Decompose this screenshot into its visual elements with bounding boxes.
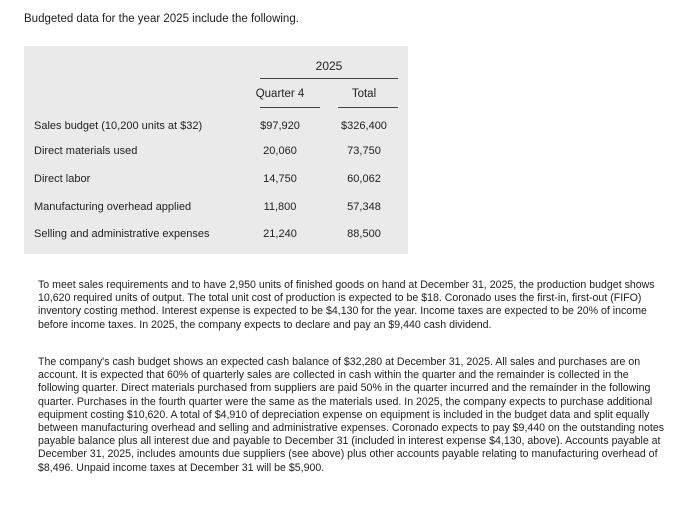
paragraph-line: before income taxes. In 2025, the company expects to declare and pay an $9,440 cash dividend.	[38, 318, 492, 331]
table-row-sales	[24, 120, 408, 138]
column-header-total: Total	[351, 88, 377, 100]
year-header: 2025	[315, 59, 343, 73]
paragraph-production	[38, 279, 686, 332]
row-label: Selling and administrative expenses	[34, 228, 210, 240]
paragraph-line: following quarter. Direct materials purchased from suppliers are paid 50% in the quarter incurred and the remainder in the following	[38, 382, 651, 395]
paragraph-line: 10,620 required units of output. The total unit cost of production is expected to be $18. Coronado uses the first-in, first-out (FIFO)	[38, 292, 642, 305]
row-label: Manufacturing overhead applied	[34, 201, 192, 213]
paragraph-line: between manufacturing overhead and selling and administrative expenses. Coronado expects to pay $9,440 on the outstanding notes	[38, 422, 665, 435]
column-header-quarter-4: Quarter 4	[255, 88, 305, 100]
row-total-value: 60,062	[347, 173, 381, 185]
paragraph-line: quarter. Purchases in the fourth quarter were the same as the materials used. In 2025, the company expects to purchase additional	[38, 395, 653, 408]
intro-text: Budgeted data for the year 2025 include the following.	[24, 13, 299, 25]
paragraph-cash-budget	[38, 356, 690, 475]
paragraph-line: The company's cash budget shows an expected cash balance of $32,280 at December 31, 2025. All sales and purchases are on	[38, 356, 641, 368]
paragraph-line: December 31, 2025, includes amounts due suppliers (see above) plus other accounts payable relating to manufacturing overhead of	[38, 448, 658, 461]
row-total-value: 73,750	[347, 145, 381, 157]
row-total-value: 57,348	[347, 201, 381, 213]
row-total-value: $326,400	[341, 120, 387, 132]
header-rule-total	[338, 107, 398, 108]
row-label: Direct materials used	[34, 145, 138, 157]
row-total-value: 88,500	[347, 228, 381, 240]
row-label: Sales budget (10,200 units at $32)	[34, 120, 203, 132]
paragraph-line: inventory costing method. Interest expense is expected to be $4,130 for the year. Income taxes are expected to be 20% of income	[38, 305, 647, 318]
table-row-manufacturing-overhead	[24, 201, 408, 219]
paragraph-line: account. It is expected that 60% of quarterly sales are collected in cash within the quarter and the remainder is collected in the	[38, 369, 629, 382]
row-quarter-4-value: $97,920	[260, 120, 300, 132]
budget-table	[24, 46, 408, 254]
paragraph-line: $8,496. Unpaid income taxes at December 31 will be $5,900.	[38, 461, 325, 474]
row-quarter-4-value: 20,060	[263, 145, 297, 157]
table-row-direct-materials	[24, 145, 408, 163]
header-rule-top	[260, 78, 398, 79]
row-quarter-4-value: 14,750	[263, 173, 297, 185]
table-row-selling-admin	[24, 228, 408, 246]
row-label: Direct labor	[34, 173, 91, 185]
row-quarter-4-value: 11,800	[263, 201, 297, 213]
paragraph-line: payable balance plus all interest due and payable to December 31 (included in interest expense $4,130, above). Accounts payable at	[38, 435, 661, 448]
header-rule-quarter	[260, 107, 320, 108]
paragraph-line: To meet sales requirements and to have 2,950 units of finished goods on hand at December 31, 2025, the production budget shows	[38, 279, 655, 291]
table-row-direct-labor	[24, 173, 408, 191]
row-quarter-4-value: 21,240	[263, 228, 297, 240]
paragraph-line: equipment costing $10,620. A total of $4,910 of depreciation expense on equipment is included in the budget data and split equally	[38, 408, 650, 421]
